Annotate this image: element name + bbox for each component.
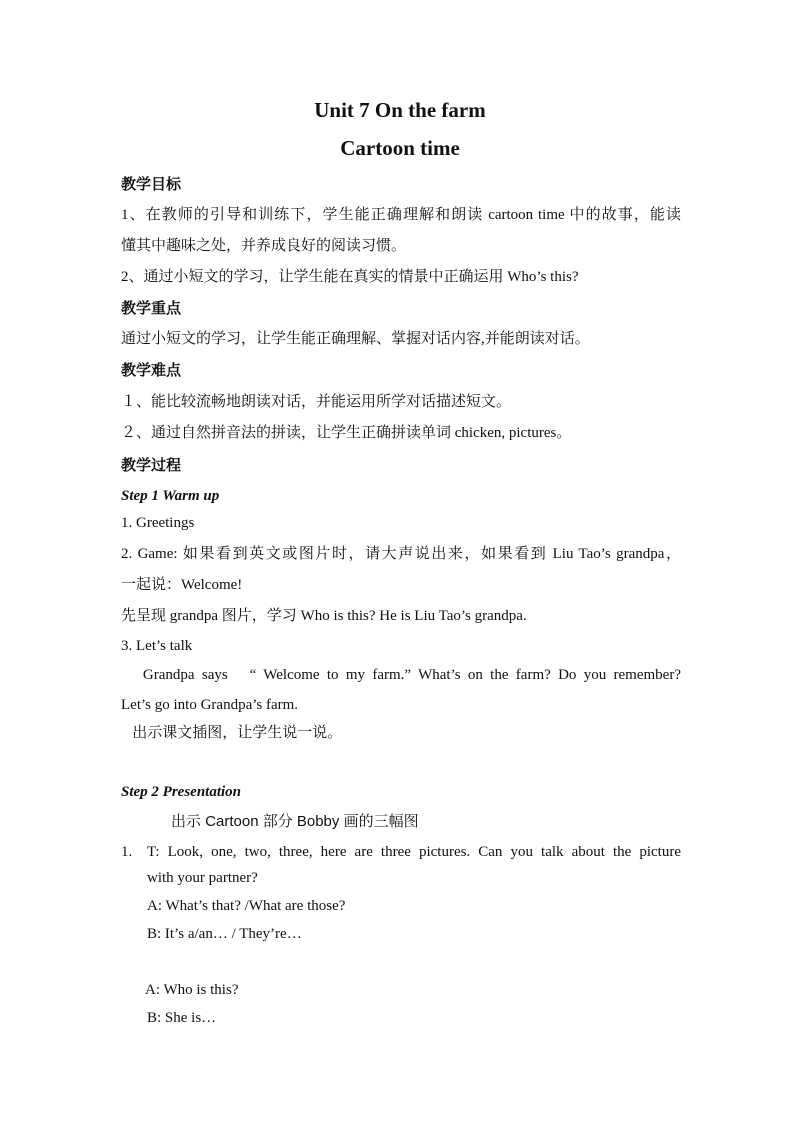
step-2-item-1-number: 1.	[121, 844, 133, 860]
objective-1-line-1: 1、在教师的引导和训练下，学生能正确理解和朗读 cartoon time 中的故事，能读	[121, 207, 681, 223]
step-1-lets-talk: 3. Let’s talk	[121, 638, 193, 654]
objectives-heading: 教学目标	[121, 175, 182, 193]
step-2-item-1-line-2: with your partner?	[147, 870, 258, 886]
dialogue-b-line-2: B: She is…	[147, 1010, 217, 1026]
step-1-title: Step 1 Warm up	[121, 488, 220, 504]
step-2-item-1	[121, 842, 681, 862]
step-2-intro: 出示 Cartoon 部分 Bobby 画的三幅图	[171, 813, 419, 830]
step-1-game-line-3: 先呈现 grandpa 图片，学习 Who is this? He is Liu Tao’s grandpa.	[121, 608, 527, 624]
dialogue-b-line-1: B: It’s a/an… / They’re…	[147, 926, 302, 942]
step-1-talk-line-1: Grandpa says “ Welcome to my farm.” What’s on the farm? Do you remember?	[121, 667, 681, 683]
step-1-greetings: 1. Greetings	[121, 515, 195, 531]
difficulties-heading: 教学难点	[121, 361, 182, 379]
document-title: Unit 7 On the farm	[314, 98, 486, 122]
step-1-talk-line-2: Let’s go into Grandpa’s farm.	[121, 697, 299, 713]
key-points-heading: 教学重点	[121, 299, 182, 317]
dialogue-a-line-2: A: Who is this?	[145, 982, 239, 998]
objective-1-line-2: 懂其中趣味之处，并养成良好的阅读习惯。	[121, 238, 407, 254]
key-points-text: 通过小短文的学习，让学生能正确理解、掌握对话内容,并能朗读对话。	[121, 331, 590, 347]
difficulty-1: １、能比较流畅地朗读对话，并能运用所学对话描述短文。	[121, 394, 512, 410]
step-1-talk-line-3: 出示课文插图，让学生说一说。	[121, 725, 343, 741]
step-2-title: Step 2 Presentation	[121, 784, 242, 800]
objective-2: 2、通过小短文的学习，让学生能在真实的情景中正确运用 Who’s this?	[121, 269, 579, 285]
step-2-item-1-line-1: T: Look, one, two, three, here are three pictures. Can you talk about the picture	[147, 844, 681, 860]
step-1-game-line-1: 2. Game: 如果看到英文或图片时，请大声说出来，如果看到 Liu Tao’s grandpa，	[121, 546, 681, 562]
dialogue-a-line-1: A: What’s that? /What are those?	[147, 898, 346, 914]
difficulty-2: ２、通过自然拼音法的拼读，让学生正确拼读单词 chicken, pictures。	[121, 425, 572, 441]
process-heading: 教学过程	[121, 456, 182, 474]
document-subtitle: Cartoon time	[340, 136, 460, 160]
step-1-game-line-2: 一起说：Welcome!	[121, 577, 243, 593]
